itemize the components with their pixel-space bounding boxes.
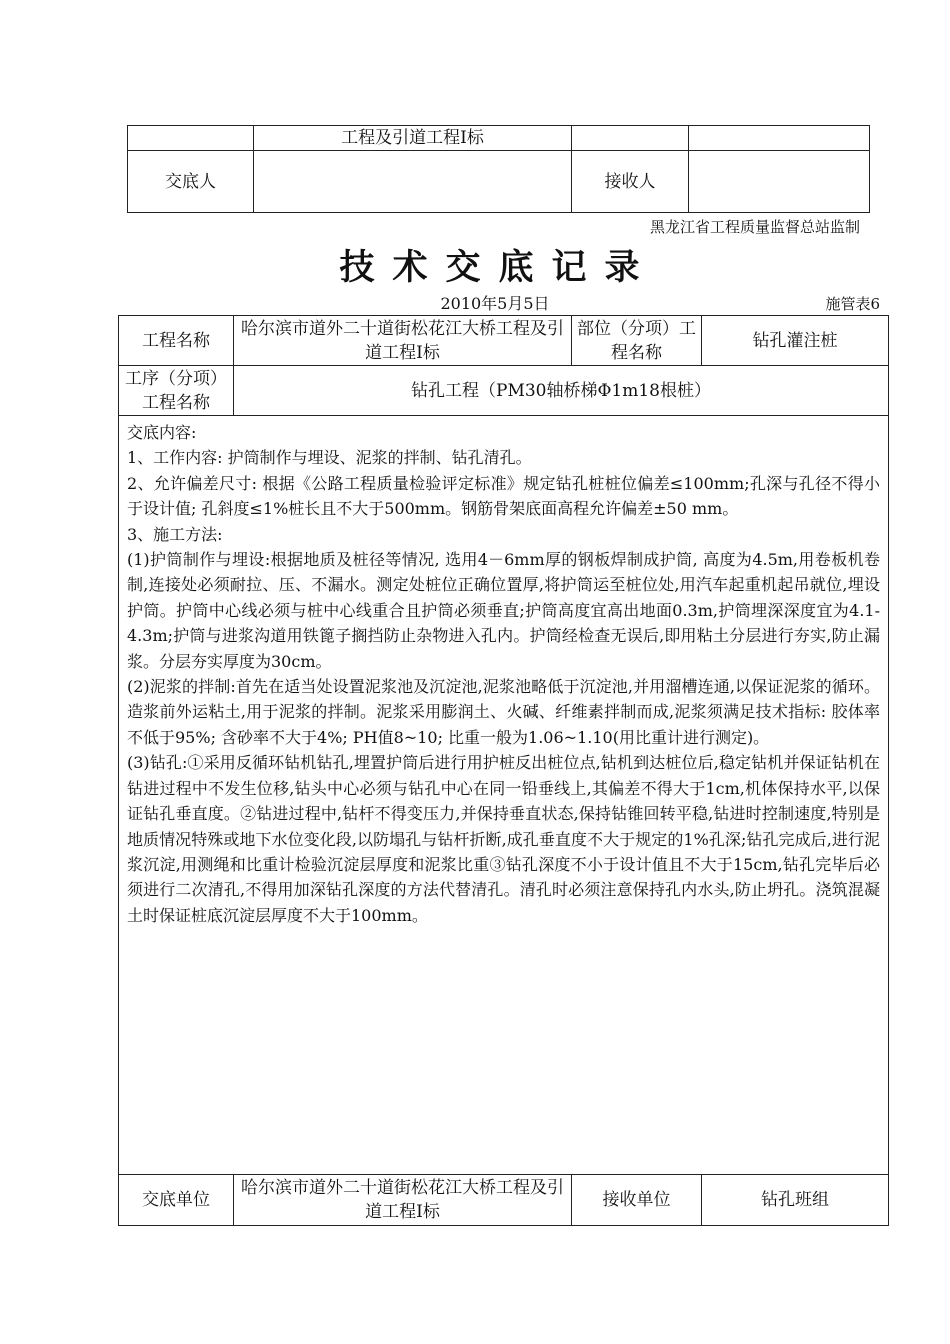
top-empty-cell — [689, 126, 870, 151]
receiver-unit-label: 接收单位 — [572, 1175, 702, 1226]
handover-person-value — [254, 151, 572, 213]
top-table-row-signature — [128, 151, 870, 213]
record-date: 2010年5月5日 — [440, 294, 550, 313]
handover-unit-value: 哈尔滨市道外二十道街松花江大桥工程及引道工程Ⅰ标 — [234, 1175, 572, 1226]
supervision-note: 黑龙江省工程质量监督总站监制 — [649, 218, 860, 236]
section-name-value: 钻孔灌注桩 — [702, 316, 889, 366]
content-label: 交底内容: — [127, 423, 197, 442]
top-project-line: 工程及引道工程Ⅰ标 — [254, 126, 572, 151]
project-name-label: 工程名称 — [119, 316, 234, 366]
briefing-content-cell — [119, 416, 889, 1175]
process-name-value: 钻孔工程（PM30轴桥梯Φ1m18根桩） — [234, 366, 889, 416]
handover-unit-label: 交底单位 — [119, 1175, 234, 1226]
form-number: 施管表6 — [825, 295, 880, 313]
handover-person-label: 交底人 — [128, 151, 254, 213]
top-empty-cell — [128, 126, 254, 151]
previous-form-table — [127, 125, 870, 213]
content-row — [119, 416, 889, 1175]
content-paragraph: 2、允许偏差尺寸: 根据《公路工程质量检验评定标准》规定钻孔桩桩位偏差≤100mm;孔深与孔径不得小于设计值; 孔斜度≤1%桩长且不大于500mm。钢筋骨架底面高程允许偏差±50 mm。 — [127, 473, 880, 519]
footer-row — [119, 1175, 889, 1226]
project-name-value: 哈尔滨市道外二十道街松花江大桥工程及引道工程Ⅰ标 — [234, 316, 572, 366]
content-paragraph: (1)护筒制作与埋设:根据地质及桩径等情况, 选用4－6mm厚的钢板焊制成护筒, 高度为4.5m,用卷板机卷制,连接处必须耐拉、压、不漏水。测定处桩位正确位置厚,将护筒运至桩位处,用汽车起重机起吊就位,埋设护筒。护筒中心线必须与桩中心线重合且护筒必须垂直;护筒高度宜高出地面0.3m,护筒埋深深度宜为4.1-4.3m;护筒与进浆沟道用铁篦子搁挡防止杂物进入孔内。护筒经检查无误后,即用粘土分层进行夯实,防止漏浆。分层夯实厚度为30cm。 — [127, 550, 880, 671]
briefing-content — [127, 420, 880, 928]
content-paragraph: 1、工作内容: 护筒制作与埋设、泥浆的拌制、钻孔清孔。 — [127, 448, 532, 468]
page-title: 技术交底记录 — [339, 247, 658, 288]
content-paragraph: (2)泥浆的拌制:首先在适当处设置泥浆池及沉淀池,泥浆池略低于沉淀池,并用溜槽连通,以保证泥浆的循环。造浆前外运粘土,用于泥浆的拌制。泥浆采用膨润土、火碱、纤维素拌制而成,泥浆须满足技术指标: 胶体率不低于95%; 含砂率不大于4%; PH值8~10; 比重一般为1.06~1.10(用比重计进行测定)。 — [127, 677, 880, 747]
content-paragraph: (3)钻孔:①采用反循环钻机钻孔,埋置护筒后进行用护桩反出桩位点,钻机到达桩位后,稳定钻机并保证钻机在钻进过程中不发生位移,钻头中心必须与钻孔中心在同一铅垂线上,其偏差不得大于1cm,机体保持水平,以保证钻孔垂直度。②钻进过程中,钻杆不得变压力,并保持垂直状态,保持钻锥回转平稳,钻进时控制速度,特别是地质情况特殊或地下水位变化段,以防塌孔与钻杆折断,成孔垂直度不大于规定的1%孔深;钻孔完成后,进行泥浆沉淀,用测绳和比重计检验沉淀层厚度和泥浆比重③钻孔深度不小于设计值且不大于15cm,钻孔完毕后必须进行二次清孔,不得用加深钻孔深度的方法代替清孔。清孔时必须注意保持孔内水头,防止坍孔。浇筑混凝土时保证桩底沉淀层厚度不大于100mm。 — [127, 753, 880, 925]
top-empty-cell — [572, 126, 689, 151]
receiver-label: 接收人 — [572, 151, 689, 213]
technical-briefing-table — [118, 315, 889, 1226]
top-table-row-project — [128, 126, 870, 151]
project-row — [119, 316, 889, 366]
process-row — [119, 366, 889, 416]
receiver-value — [689, 151, 870, 213]
content-paragraph: 3、施工方法: — [127, 524, 223, 544]
process-name-label: 工序（分项）工程名称 — [119, 366, 234, 416]
section-name-label: 部位（分项）工程名称 — [572, 316, 702, 366]
receiver-unit-value: 钻孔班组 — [702, 1175, 889, 1226]
